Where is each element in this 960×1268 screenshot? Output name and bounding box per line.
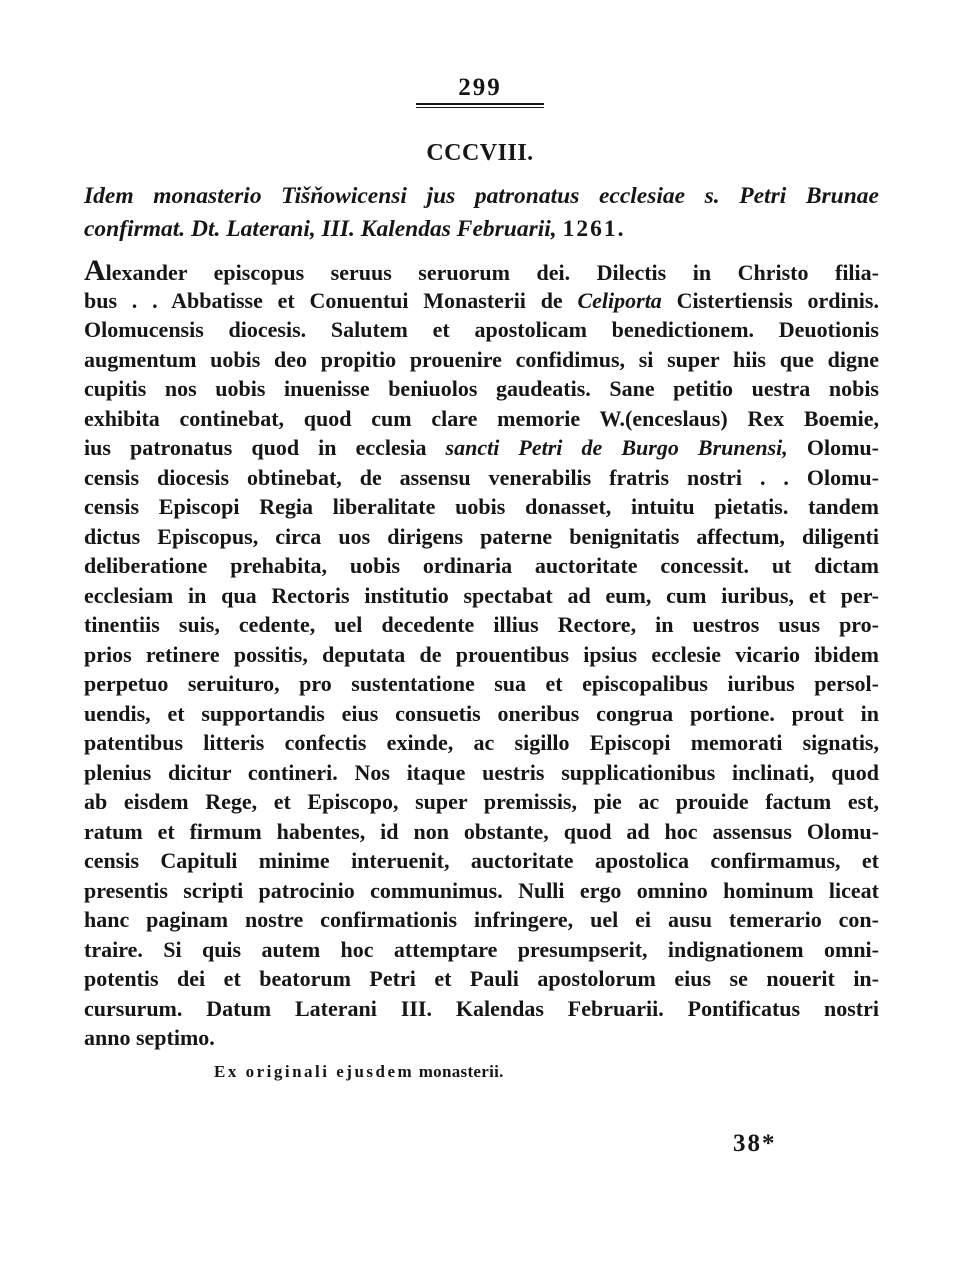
body-segment: ab eisdem Rege, et Episcopo, super premissis, pie ac prouide factum est, xyxy=(84,789,879,814)
body-segment: ratum et firmum habentes, id non obstante, quod ad hoc assensus Olomu- xyxy=(84,818,879,844)
body-line xyxy=(84,728,879,758)
body-line xyxy=(84,315,879,345)
body-segment: ecclesiam in qua Rectoris institutio spectabat ad eum, cum iuribus, et per- xyxy=(84,582,879,608)
body-segment: ius patronatus quod in ecclesia xyxy=(84,435,446,460)
body-segment: presentis scripti patrocinio communimus. Nulli ergo omnino hominum liceat xyxy=(84,877,879,903)
body-line xyxy=(84,551,879,581)
body-line xyxy=(84,640,879,670)
body-line xyxy=(84,256,879,286)
body-line xyxy=(84,787,879,817)
heading-year: 1261. xyxy=(562,216,626,242)
body-segment: Olomu- xyxy=(787,435,879,460)
body-segment: Olomucensis diocesis. Salutem et apostolicam benedictionem. Deuotionis xyxy=(84,317,879,342)
document-number: CCCVIII. xyxy=(426,140,534,166)
body-line xyxy=(84,876,879,906)
body-segment: lexander episcopus seruus seruorum dei. Dilectis in Christo filia- xyxy=(105,260,879,285)
body-segment: anno septimo. xyxy=(84,1025,215,1050)
body-line xyxy=(84,669,879,699)
body-line xyxy=(84,964,879,994)
body-segment: uendis, et supportandis eius consuetis oneribus congrua portione. prout in xyxy=(84,700,879,726)
body-line xyxy=(84,699,879,729)
body-line xyxy=(84,463,879,493)
body-segment: patentibus litteris confectis exinde, ac sigillo Episcopi memorati signatis, xyxy=(84,730,879,755)
heading-date-text: confirmat. Dt. Laterani, III. Kalendas Februarii, xyxy=(84,216,557,242)
body-line xyxy=(84,286,879,316)
body-line xyxy=(84,994,879,1024)
body-segment: perpetuo seruituro, pro sustentatione sua et episcopalibus iuribus persol- xyxy=(84,671,879,696)
body-segment: traire. Si quis autem hoc attemptare presumpserit, indignationem omni- xyxy=(84,936,879,962)
body-line xyxy=(84,374,879,404)
body-line xyxy=(84,433,879,463)
heading-line xyxy=(84,213,879,246)
body-text xyxy=(84,256,879,1053)
body-segment: plenius dicitur contineri. Nos itaque uestris supplicationibus inclinati, quod xyxy=(84,759,879,785)
body-segment: censis Episcopi Regia liberalitate uobis donasset, intuitu pietatis. tandem xyxy=(84,494,879,519)
body-segment: tinentiis suis, cedente, uel decedente illius Rectore, in uestros usus pro- xyxy=(84,612,879,637)
body-line xyxy=(84,610,879,640)
header-rule xyxy=(416,103,544,108)
body-line xyxy=(84,492,879,522)
body-line xyxy=(84,905,879,935)
source-note-spaced: Ex originali ejusdem xyxy=(214,1062,415,1081)
page-number: 299 xyxy=(458,74,502,101)
body-italic-segment: sancti Petri de Burgo Brunensi, xyxy=(445,435,788,460)
body-segment: hanc paginam nostre confirmationis infringere, uel ei ausu temerario con- xyxy=(84,907,879,932)
body-segment: Cistertiensis ordinis. xyxy=(661,287,879,313)
body-line xyxy=(84,581,879,611)
body-line xyxy=(84,345,879,375)
source-note xyxy=(214,1062,504,1082)
body-segment: deliberatione prehabita, uobis ordinaria auctoritate concessit. ut dictam xyxy=(84,553,879,578)
body-segment: cupitis nos uobis inuenisse beniuolos gaudeatis. Sane petitio uestra nobis xyxy=(84,376,879,401)
body-segment: potentis dei et beatorum Petri et Pauli apostolorum eius se nouerit in- xyxy=(84,966,879,991)
document-heading xyxy=(84,180,879,246)
body-line xyxy=(84,935,879,965)
source-note-rest: monasterii. xyxy=(414,1062,504,1081)
body-segment: exhibita continebat, quod cum clare memorie W.(enceslaus) Rex Boemie, xyxy=(84,405,879,431)
body-segment: augmentum uobis deo propitio prouenire confidimus, si super hiis que digne xyxy=(84,346,879,372)
body-line xyxy=(84,522,879,552)
body-line xyxy=(84,817,879,847)
body-segment: dictus Episcopus, circa uos dirigens paterne benignitatis affectum, diligenti xyxy=(84,523,879,549)
body-line xyxy=(84,758,879,788)
body-segment: cursurum. Datum Laterani III. Kalendas Februarii. Pontificatus nostri xyxy=(84,995,879,1021)
body-segment: prios retinere possitis, deputata de prouentibus ipsius ecclesie vicario ibidem xyxy=(84,641,879,667)
body-segment: bus . . Abbatisse et Conuentui Monasterii de xyxy=(84,287,578,313)
body-line xyxy=(84,404,879,434)
body-segment: censis Capituli minime interuenit, auctoritate apostolica confirmamus, et xyxy=(84,848,879,873)
body-italic-segment: Celiporta xyxy=(577,287,662,313)
body-line xyxy=(84,1023,879,1053)
body-line xyxy=(84,846,879,876)
heading-line: Idem monasterio Tišňowicensi jus patronatus ecclesiae s. Petri Brunae xyxy=(84,183,879,209)
signature-mark: 38* xyxy=(733,1130,777,1157)
body-segment: censis diocesis obtinebat, de assensu venerabilis fratris nostri . . Olomu- xyxy=(84,464,879,490)
initial-letter: A xyxy=(84,254,106,287)
